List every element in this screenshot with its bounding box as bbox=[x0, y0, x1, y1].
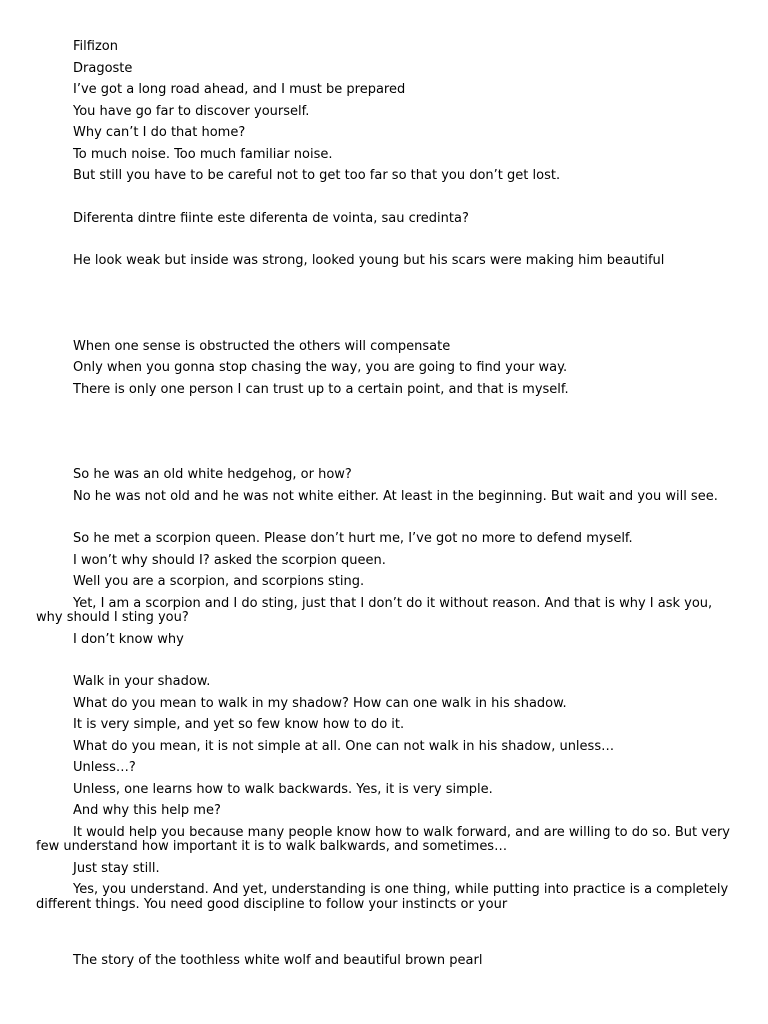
paragraph: And why this help me? bbox=[73, 803, 221, 818]
paragraph: So he was an old white hedgehog, or how? bbox=[73, 467, 352, 482]
paragraph: Unless, one learns how to walk backwards. Yes, it is very simple. bbox=[73, 781, 493, 797]
paragraph: No he was not old and he was not white either. At least in the beginning. But wait and you will see. bbox=[73, 488, 718, 504]
paragraph: I don’t know why bbox=[73, 631, 184, 647]
paragraph: Yes, you understand. And yet, understanding is one thing, while putting into practice is a completely different things. You need good discipline to follow your instincts or your bbox=[36, 882, 729, 912]
document-body bbox=[36, 40, 736, 969]
paragraph: There is only one person I can trust up to a certain point, and that is myself. bbox=[73, 381, 569, 397]
paragraph: Yet, I am a scorpion and I do sting, just that I don’t do it without reason. And that is why I ask you, why should I sting you? bbox=[36, 595, 713, 625]
paragraph: Dragoste bbox=[73, 60, 133, 76]
paragraph: It is very simple, and yet so few know how to do it. bbox=[73, 717, 405, 732]
paragraph: Just stay still. bbox=[73, 860, 160, 876]
paragraph: Unless…? bbox=[73, 760, 136, 775]
paragraph: When one sense is obstructed the others will compensate bbox=[73, 338, 451, 354]
paragraph: You have go far to discover yourself. bbox=[73, 103, 310, 119]
paragraph: Well you are a scorpion, and scorpions sting. bbox=[73, 574, 365, 589]
paragraph: Only when you gonna stop chasing the way, you are going to find your way. bbox=[73, 360, 568, 375]
paragraph: But still you have to be careful not to get too far so that you don’t get lost. bbox=[73, 168, 561, 183]
paragraph: What do you mean, it is not simple at all. One can not walk in his shadow, unless… bbox=[73, 738, 615, 754]
paragraph: Walk in your shadow. bbox=[73, 674, 211, 689]
paragraph: Why can’t I do that home? bbox=[73, 125, 246, 140]
paragraph: The story of the toothless white wolf and beautiful brown pearl bbox=[73, 953, 483, 968]
paragraph: Filfizon bbox=[73, 39, 118, 54]
paragraph: I’ve got a long road ahead, and I must be prepared bbox=[73, 82, 406, 97]
paragraph: What do you mean to walk in my shadow? How can one walk in his shadow. bbox=[73, 695, 567, 711]
paragraph: So he met a scorpion queen. Please don’t hurt me, I’ve got no more to defend myself. bbox=[73, 531, 633, 546]
paragraph: I won’t why should I? asked the scorpion queen. bbox=[73, 552, 386, 568]
paragraph: Diferenta dintre fiinte este diferenta de vointa, sau credinta? bbox=[73, 210, 469, 226]
paragraph: To much noise. Too much familiar noise. bbox=[73, 146, 333, 162]
paragraph: It would help you because many people know how to walk forward, and are willing to do so. But very few understand how important it is to walk balkwards, and sometimes… bbox=[36, 824, 730, 854]
paragraph: He look weak but inside was strong, looked young but his scars were making him beautiful bbox=[73, 253, 665, 268]
